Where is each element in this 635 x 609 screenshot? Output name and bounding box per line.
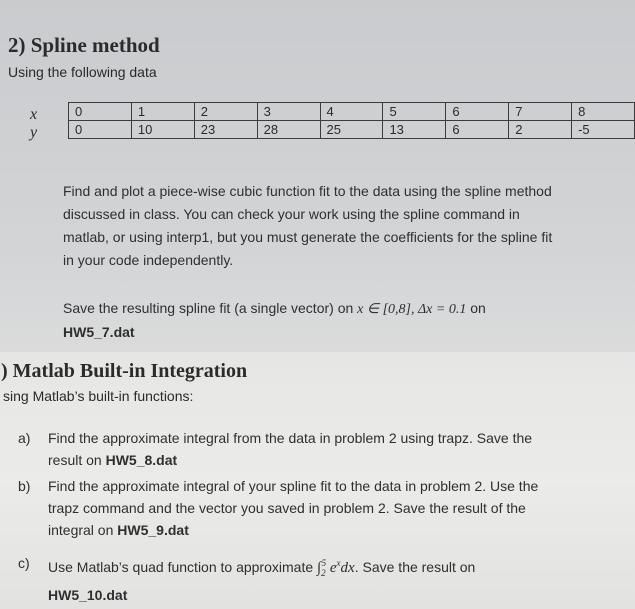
x-cell: 7 (509, 103, 572, 121)
integral-upper-bound: 5 (321, 558, 327, 568)
item-line-suffix: . Save the result on (354, 559, 476, 575)
x-cell: 4 (320, 103, 383, 121)
item-filename: HW5_8.dat (105, 452, 178, 468)
item-line-prefix: integral on (48, 522, 118, 538)
instruction-line: matlab, or using interp1, but you must generate the coefficients for the spline fit (63, 229, 553, 245)
item-label: a) (18, 430, 31, 446)
save-domain-math: x ∈ [0,8], Δx = 0.1 (357, 302, 467, 317)
x-row-label: x (30, 106, 38, 123)
problem-2-title: 2) Spline method (8, 33, 160, 57)
item-label: b) (18, 478, 31, 494)
instruction-line: Find and plot a piece-wise cubic function fit to the data using the spline method (63, 183, 552, 199)
problem-3-title: ) Matlab Built-in Integration (1, 360, 248, 382)
item-line (48, 519, 618, 541)
problem-2-save-instruction (63, 297, 623, 344)
integral-expression: $\int_2^5$ $e^xdx$ (317, 558, 355, 578)
problem-3-intro: sing Matlab’s built-in functions: (3, 388, 194, 404)
x-cell: 2 (194, 103, 257, 121)
integrand-exponent: x (336, 558, 341, 568)
x-cell: 0 (69, 103, 132, 121)
y-cell: 0 (69, 121, 132, 139)
item-text (48, 552, 618, 606)
item-line: Find the approximate integral of your spline fit to the data in problem 2. Use the (48, 478, 539, 494)
problem-2-intro: Using the following data (8, 64, 157, 80)
item-label: c) (18, 555, 30, 571)
item-filename: HW5_10.dat (48, 587, 128, 603)
integral-lower-bound: 2 (321, 568, 326, 578)
y-cell: 10 (131, 121, 194, 139)
instruction-line: in your code independently. (63, 252, 234, 268)
data-table (68, 102, 635, 139)
save-filename: HW5_7.dat (63, 324, 135, 340)
item-text (48, 427, 618, 471)
item-line-prefix: result on (48, 452, 106, 468)
item-text (48, 475, 618, 541)
y-cell: 13 (383, 121, 446, 139)
item-filename: HW5_9.dat (117, 522, 189, 538)
item-line (48, 552, 618, 584)
x-cell: 3 (257, 103, 320, 121)
y-cell: 28 (257, 121, 320, 139)
x-cell: 6 (446, 103, 509, 121)
save-prefix: Save the resulting spline fit (a single vector) on (63, 300, 358, 316)
integral-differential: dx (340, 560, 355, 576)
y-cell: -5 (572, 121, 635, 139)
y-cell: 2 (509, 121, 572, 139)
x-cell: 1 (131, 103, 194, 121)
item-line (48, 449, 618, 471)
x-cell: 5 (383, 103, 446, 121)
problem-2-instructions (63, 180, 623, 272)
item-line: Find the approximate integral from the data in problem 2 using trapz. Save the (48, 430, 533, 446)
y-cell: 25 (320, 121, 383, 139)
y-row (69, 121, 635, 139)
x-row (69, 103, 635, 121)
integrand-base: e (329, 560, 337, 576)
save-suffix: on (466, 300, 486, 316)
save-line (63, 297, 623, 321)
instruction-line: discussed in class. You can check your work using the spline command in (63, 206, 520, 222)
y-cell: 6 (446, 121, 509, 139)
item-line-prefix: Use Matlab’s quad function to approximate (48, 559, 318, 575)
x-cell: 8 (572, 103, 635, 121)
y-row-label: y (30, 124, 38, 141)
item-line: trapz command and the vector you saved in problem 2. Save the result of the (48, 500, 526, 516)
y-cell: 23 (194, 121, 257, 139)
